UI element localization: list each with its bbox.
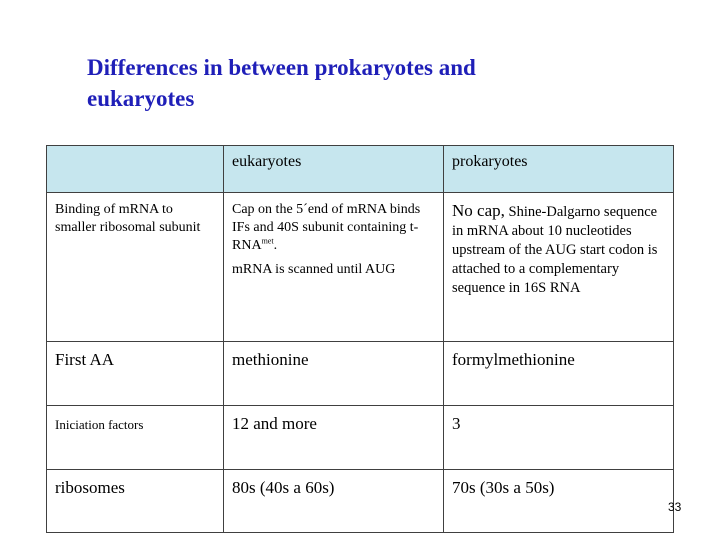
table-row-iniciation-factors [47, 406, 674, 470]
row-label-binding: Binding of mRNA to smaller ribosomal subunit [47, 193, 224, 342]
table-row-ribosomes [47, 470, 674, 533]
slide-title-line-1: Differences in between prokaryotes and [87, 55, 476, 80]
header-cell-eukaryotes: eukaryotes [224, 146, 444, 193]
cell-first-aa-prokaryotes: formylmethionine [444, 342, 674, 406]
cell-first-aa-eukaryotes: methionine [224, 342, 444, 406]
binding-eukaryotes-text: Cap on the 5´end of mRNA binds IFs and 40S subunit containing $t-RNA^{met}$. [232, 202, 421, 253]
cell-ribosomes-eukaryotes: 80s (40s a 60s) [224, 470, 444, 533]
comparison-table [46, 145, 674, 533]
cell-ribosomes-prokaryotes: 70s (30s a 50s) [444, 470, 674, 533]
row-label-ribosomes: ribosomes [47, 470, 224, 533]
binding-prokaryotes-text: No cap, Shine-Dalgarno sequence in mRNA about 10 nucleotides upstream of the AUG start codon is attached to a complementary sequence in 16S RNA [452, 201, 658, 296]
slide-title [87, 52, 647, 114]
slide-title-line-2: eukaryotes [87, 86, 195, 111]
cell-binding-eukaryotes [224, 193, 444, 342]
row-label-iniciation-factors: Iniciation factors [47, 406, 224, 470]
table-row-first-aa [47, 342, 674, 406]
met-superscript: met [261, 236, 274, 246]
table-header-row [47, 146, 674, 193]
cell-iniciation-prokaryotes: 3 [444, 406, 674, 470]
cell-binding-prokaryotes [444, 193, 674, 342]
header-cell-empty [47, 146, 224, 193]
cell-iniciation-eukaryotes: 12 and more [224, 406, 444, 470]
table-row-binding [47, 193, 674, 342]
binding-eukaryotes-scan-text: mRNA is scanned until AUG [232, 262, 396, 277]
page-number: 33 [668, 500, 682, 514]
row-label-first-aa: First AA [47, 342, 224, 406]
header-cell-prokaryotes: prokaryotes [444, 146, 674, 193]
